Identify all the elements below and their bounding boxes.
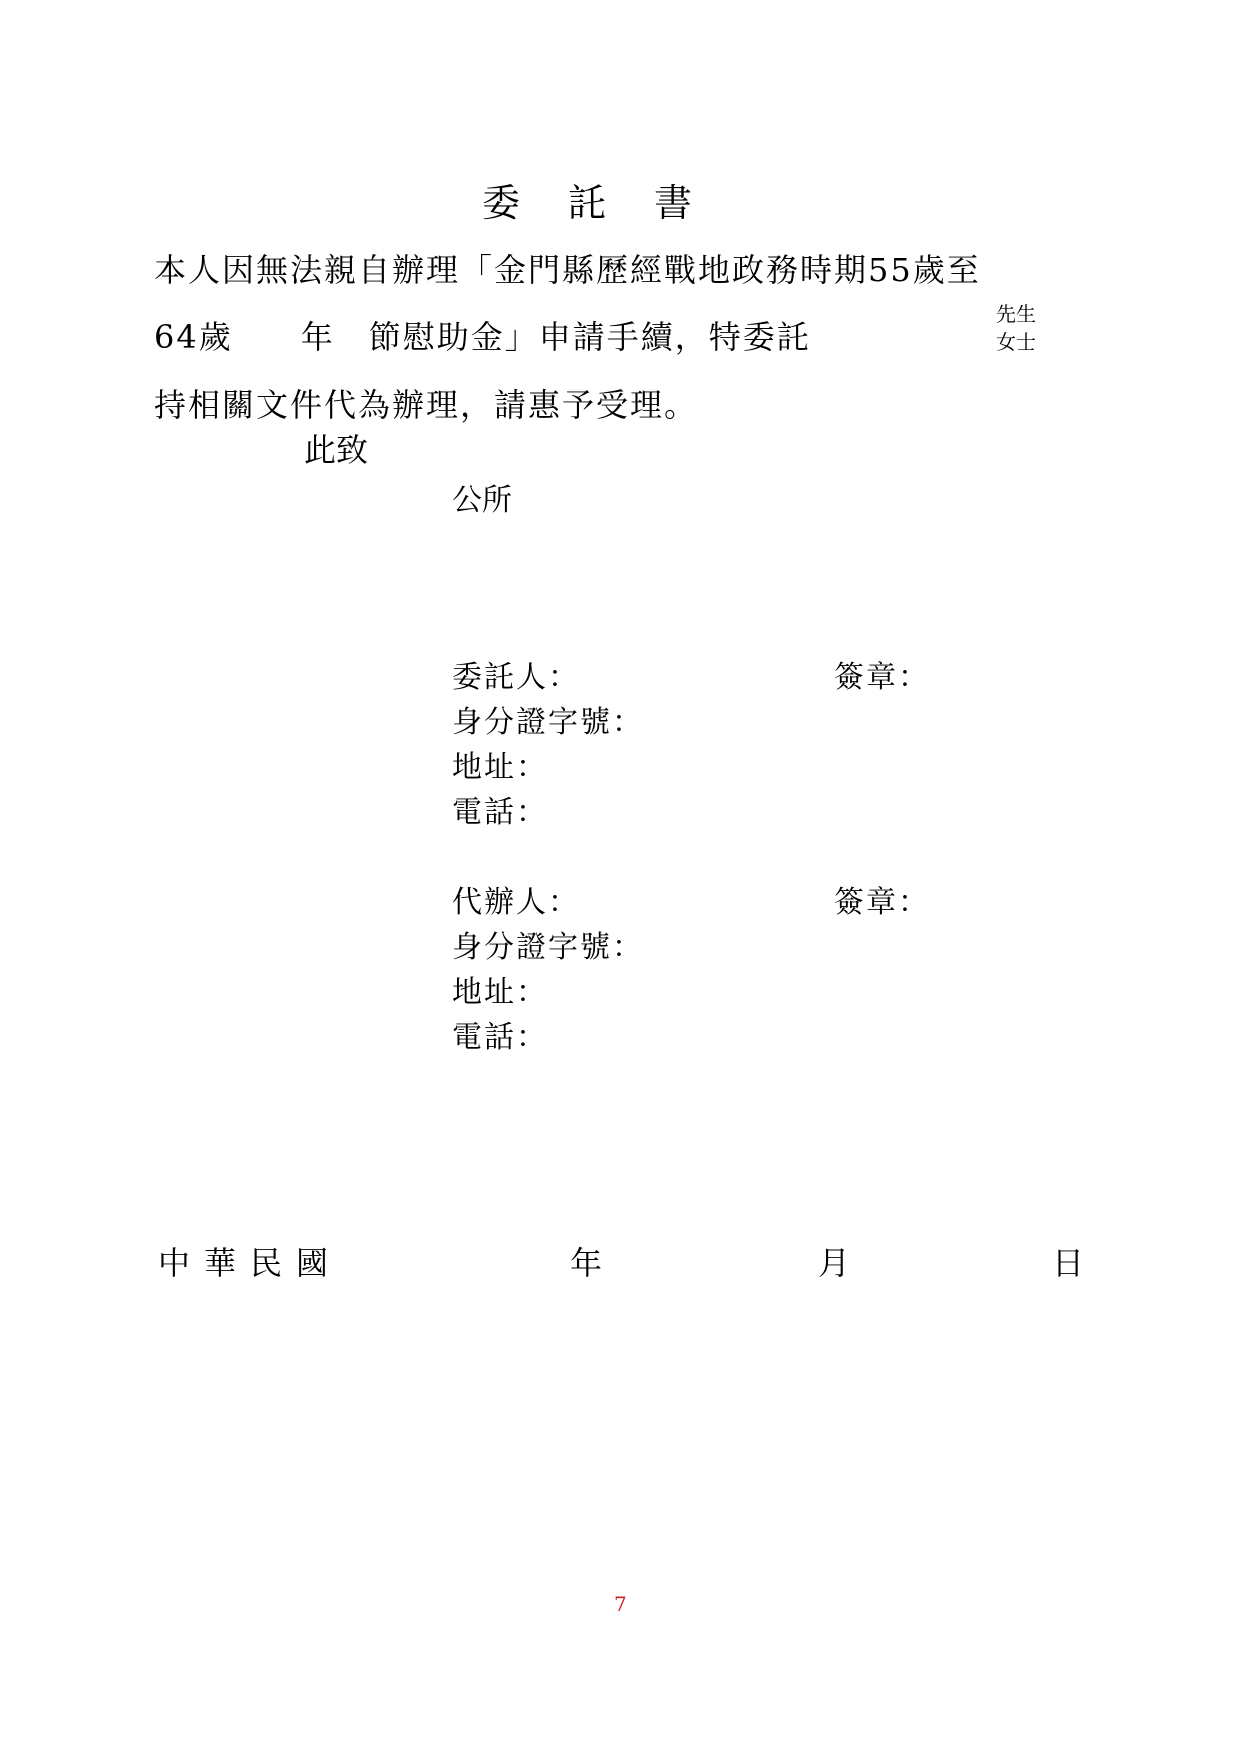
addressee: 公所 (452, 483, 512, 518)
agent-phone-label: 電話： (452, 1020, 548, 1055)
date-day: 日 (1052, 1244, 1085, 1282)
principal-address-label: 地址： (452, 750, 548, 785)
salutation: 此致 (304, 431, 369, 469)
date-month: 月 (818, 1244, 851, 1282)
principal-id-label: 身分證字號： (452, 705, 644, 740)
body-line-1: 本人因無法親自辦理「金門縣歷經戰地政務時期55歲至 (154, 251, 981, 289)
date-roc: 中華民國 (158, 1244, 343, 1282)
agent-id-label: 身分證字號： (452, 930, 644, 965)
honorific-mr: 先生 (996, 302, 1036, 326)
agent-name-label: 代辦人： (452, 885, 580, 920)
document-title: 委託書 (482, 181, 741, 225)
honorific-ms: 女士 (996, 330, 1036, 354)
agent-address-label: 地址： (452, 975, 548, 1010)
principal-sign-label: 簽章： (834, 660, 930, 695)
date-year: 年 (570, 1244, 603, 1282)
body-line-3: 持相關文件代為辦理，請惠予受理。 (154, 386, 699, 424)
agent-sign-label: 簽章： (834, 885, 930, 920)
principal-phone-label: 電話： (452, 795, 548, 830)
principal-name-label: 委託人： (452, 660, 580, 695)
body-line-2: 64歲 年 節慰助金」申請手續，特委託 (154, 318, 811, 356)
page-number: 7 (614, 1592, 627, 1616)
